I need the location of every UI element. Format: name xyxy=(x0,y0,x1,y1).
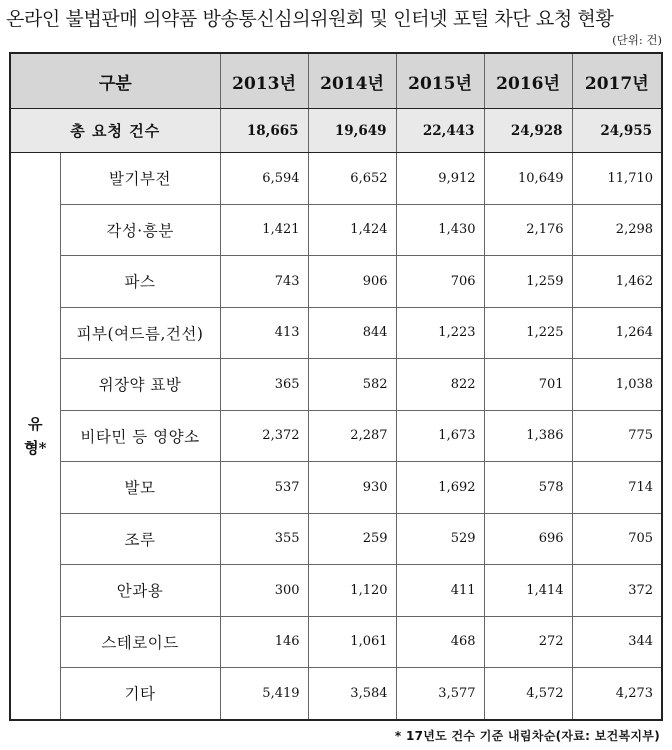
category-value: 701 xyxy=(484,359,572,411)
category-value: 1,120 xyxy=(308,565,396,617)
category-label: 기타 xyxy=(60,668,220,720)
total-row xyxy=(10,109,662,153)
category-value: 1,462 xyxy=(572,256,662,308)
category-value: 300 xyxy=(220,565,308,617)
total-value: 19,649 xyxy=(308,109,396,153)
category-value: 3,584 xyxy=(308,668,396,720)
category-value: 743 xyxy=(220,256,308,308)
unit-label: (단위: 건) xyxy=(612,33,662,47)
header-row xyxy=(10,53,662,109)
category-value: 1,061 xyxy=(308,616,396,668)
category-value: 706 xyxy=(396,256,484,308)
category-label: 발기부전 xyxy=(60,153,220,205)
table-row xyxy=(10,307,662,359)
table-row xyxy=(10,668,662,720)
header-year: 2016년 xyxy=(484,53,572,109)
category-value: 4,572 xyxy=(484,668,572,720)
category-label: 파스 xyxy=(60,256,220,308)
header-year: 2017년 xyxy=(572,53,662,109)
category-value: 3,577 xyxy=(396,668,484,720)
table-row xyxy=(10,359,662,411)
footnote: * 17년도 건수 기준 내림차순(자료: 보건복지부) xyxy=(394,729,660,743)
category-value: 2,176 xyxy=(484,204,572,256)
type-side-label xyxy=(10,153,60,720)
category-value: 6,594 xyxy=(220,153,308,205)
category-label: 스테로이드 xyxy=(60,616,220,668)
category-value: 537 xyxy=(220,462,308,514)
category-value: 1,259 xyxy=(484,256,572,308)
category-value: 930 xyxy=(308,462,396,514)
category-value: 1,223 xyxy=(396,307,484,359)
table-row xyxy=(10,616,662,668)
category-value: 4,273 xyxy=(572,668,662,720)
category-value: 1,692 xyxy=(396,462,484,514)
total-value: 24,928 xyxy=(484,109,572,153)
category-value: 1,038 xyxy=(572,359,662,411)
category-label: 피부(여드름,건선) xyxy=(60,307,220,359)
header-year: 2014년 xyxy=(308,53,396,109)
category-value: 1,673 xyxy=(396,410,484,462)
category-value: 1,414 xyxy=(484,565,572,617)
category-value: 11,710 xyxy=(572,153,662,205)
category-value: 413 xyxy=(220,307,308,359)
statistics-table xyxy=(9,52,663,721)
table-row xyxy=(10,513,662,565)
category-value: 775 xyxy=(572,410,662,462)
category-value: 714 xyxy=(572,462,662,514)
type-side-label-line: 유 xyxy=(28,414,43,433)
category-value: 1,264 xyxy=(572,307,662,359)
category-value: 9,912 xyxy=(396,153,484,205)
category-value: 1,430 xyxy=(396,204,484,256)
category-value: 906 xyxy=(308,256,396,308)
category-value: 822 xyxy=(396,359,484,411)
category-value: 1,424 xyxy=(308,204,396,256)
category-value: 259 xyxy=(308,513,396,565)
table-row xyxy=(10,565,662,617)
category-value: 355 xyxy=(220,513,308,565)
table-row xyxy=(10,153,662,205)
category-value: 6,652 xyxy=(308,153,396,205)
category-value: 2,287 xyxy=(308,410,396,462)
category-value: 5,419 xyxy=(220,668,308,720)
page-title: 온라인 불법판매 의약품 방송통신심의위원회 및 인터넷 포털 차단 요청 현황 xyxy=(6,8,614,30)
category-value: 10,649 xyxy=(484,153,572,205)
table-row xyxy=(10,462,662,514)
category-value: 2,298 xyxy=(572,204,662,256)
category-label: 비타민 등 영양소 xyxy=(60,410,220,462)
category-label: 위장약 표방 xyxy=(60,359,220,411)
total-label: 총 요청 건수 xyxy=(10,109,220,153)
category-value: 365 xyxy=(220,359,308,411)
total-value: 22,443 xyxy=(396,109,484,153)
category-value: 468 xyxy=(396,616,484,668)
table-row xyxy=(10,410,662,462)
category-value: 1,421 xyxy=(220,204,308,256)
category-value: 146 xyxy=(220,616,308,668)
category-value: 344 xyxy=(572,616,662,668)
header-year: 2013년 xyxy=(220,53,308,109)
total-value: 18,665 xyxy=(220,109,308,153)
category-label: 발모 xyxy=(60,462,220,514)
category-label: 안과용 xyxy=(60,565,220,617)
category-label: 조루 xyxy=(60,513,220,565)
category-value: 529 xyxy=(396,513,484,565)
category-value: 582 xyxy=(308,359,396,411)
type-side-label-line: 형* xyxy=(24,438,47,457)
category-value: 272 xyxy=(484,616,572,668)
category-value: 705 xyxy=(572,513,662,565)
total-value: 24,955 xyxy=(572,109,662,153)
category-value: 1,225 xyxy=(484,307,572,359)
category-value: 1,386 xyxy=(484,410,572,462)
category-value: 411 xyxy=(396,565,484,617)
table-row xyxy=(10,256,662,308)
table-row xyxy=(10,204,662,256)
category-value: 696 xyxy=(484,513,572,565)
category-value: 372 xyxy=(572,565,662,617)
category-value: 2,372 xyxy=(220,410,308,462)
category-value: 844 xyxy=(308,307,396,359)
category-label: 각성·흥분 xyxy=(60,204,220,256)
category-value: 578 xyxy=(484,462,572,514)
header-category: 구분 xyxy=(10,53,220,109)
header-year: 2015년 xyxy=(396,53,484,109)
